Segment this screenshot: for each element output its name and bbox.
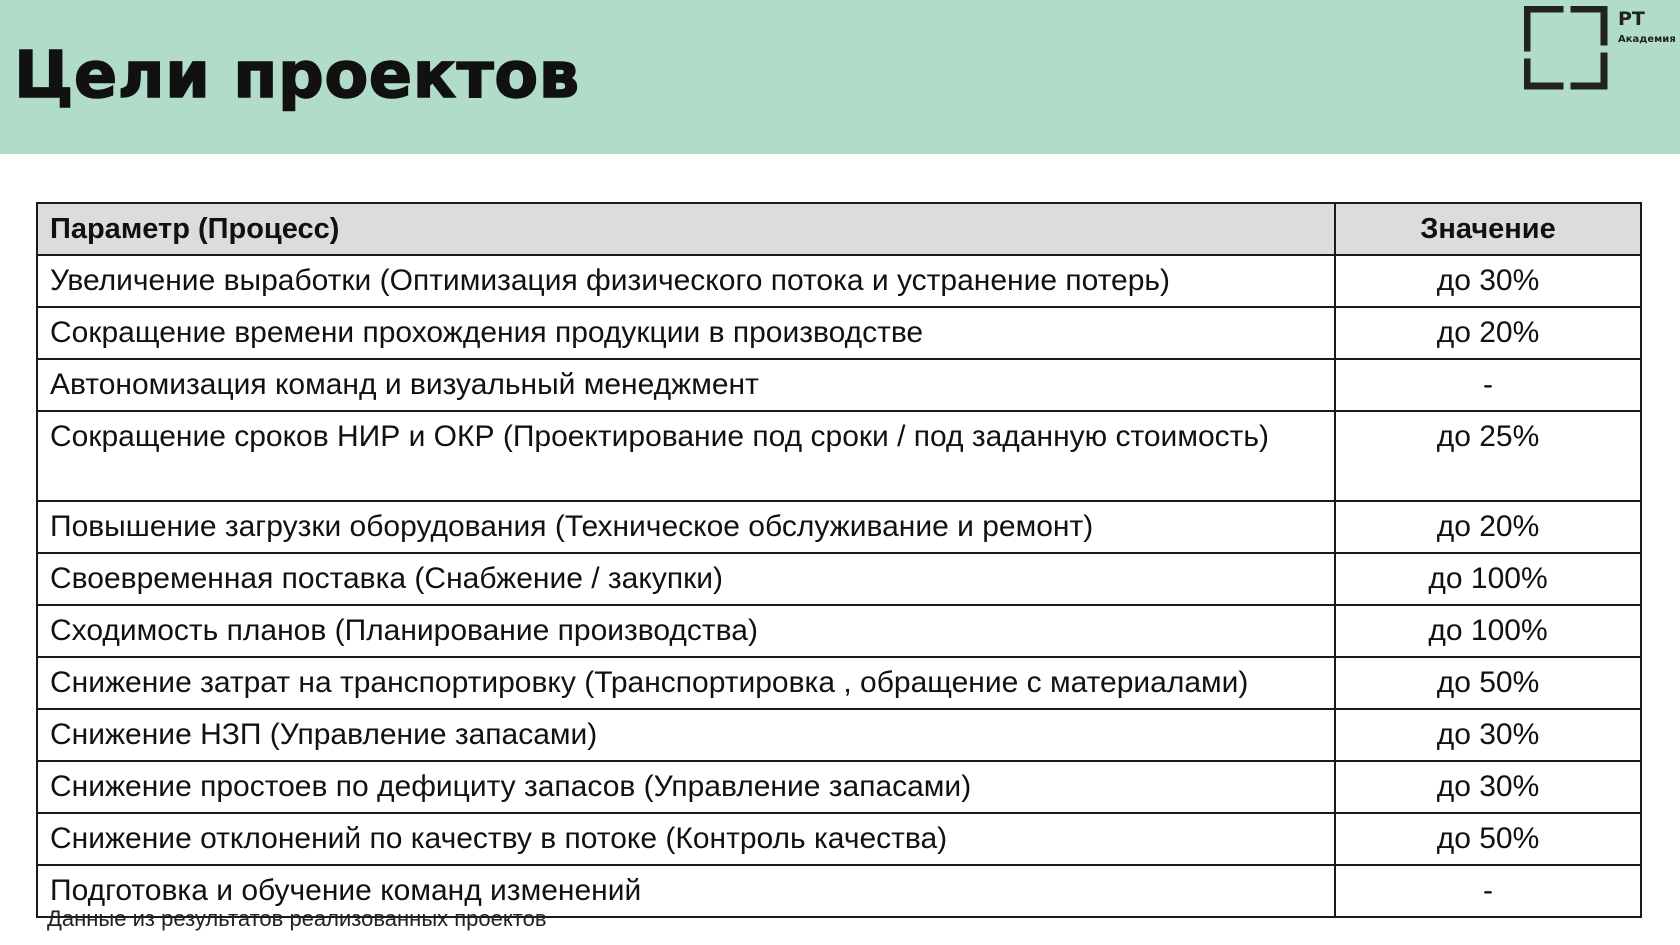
parameter-cell: Автономизация команд и визуальный менеджмент bbox=[37, 359, 1335, 411]
value-cell: до 20% bbox=[1335, 307, 1641, 359]
value-cell: до 25% bbox=[1335, 411, 1641, 501]
value-cell: - bbox=[1335, 359, 1641, 411]
logo bbox=[1524, 6, 1680, 92]
value-cell: до 30% bbox=[1335, 255, 1641, 307]
value-cell: до 30% bbox=[1335, 709, 1641, 761]
bracket-frame-logo-icon bbox=[1524, 6, 1610, 90]
value-cell: до 30% bbox=[1335, 761, 1641, 813]
column-header-parameter: Параметр (Процесс) bbox=[37, 203, 1335, 255]
value-cell: до 100% bbox=[1335, 605, 1641, 657]
parameter-cell: Повышение загрузки оборудования (Техническое обслуживание и ремонт) bbox=[37, 501, 1335, 553]
table-row bbox=[37, 813, 1641, 865]
logo-text-sub: Академия bbox=[1618, 34, 1676, 45]
parameter-cell: Снижение простоев по дефициту запасов (Управление запасами) bbox=[37, 761, 1335, 813]
goals-table bbox=[36, 202, 1642, 918]
parameter-cell: Подготовка и обучение команд изменений bbox=[37, 865, 1335, 917]
parameter-cell: Сокращение сроков НИР и ОКР (Проектирование под сроки / под заданную стоимость) bbox=[37, 411, 1335, 501]
table-row bbox=[37, 553, 1641, 605]
logo-text-main: РТ bbox=[1618, 8, 1645, 30]
parameter-cell: Сокращение времени прохождения продукции в производстве bbox=[37, 307, 1335, 359]
parameter-cell: Своевременная поставка (Снабжение / закупки) bbox=[37, 553, 1335, 605]
table-row bbox=[37, 605, 1641, 657]
parameter-cell: Сходимость планов (Планирование производства) bbox=[37, 605, 1335, 657]
table-row bbox=[37, 501, 1641, 553]
parameter-cell: Снижение отклонений по качеству в потоке (Контроль качества) bbox=[37, 813, 1335, 865]
parameter-cell: Снижение затрат на транспортировку (Транспортировка , обращение с материалами) bbox=[37, 657, 1335, 709]
table-row bbox=[37, 307, 1641, 359]
table-row bbox=[37, 411, 1641, 501]
table-row bbox=[37, 709, 1641, 761]
value-cell: до 100% bbox=[1335, 553, 1641, 605]
table-row bbox=[37, 761, 1641, 813]
table-row bbox=[37, 359, 1641, 411]
value-cell: до 50% bbox=[1335, 813, 1641, 865]
value-cell: до 20% bbox=[1335, 501, 1641, 553]
table-row bbox=[37, 255, 1641, 307]
page-title: Цели проектов bbox=[14, 39, 580, 113]
table-row bbox=[37, 657, 1641, 709]
parameter-cell: Снижение НЗП (Управление запасами) bbox=[37, 709, 1335, 761]
footnote: Данные из результатов реализованных проектов bbox=[47, 906, 547, 931]
parameter-cell: Увеличение выработки (Оптимизация физического потока и устранение потерь) bbox=[37, 255, 1335, 307]
table-header-row bbox=[37, 203, 1641, 255]
value-cell: - bbox=[1335, 865, 1641, 917]
column-header-value: Значение bbox=[1335, 203, 1641, 255]
value-cell: до 50% bbox=[1335, 657, 1641, 709]
